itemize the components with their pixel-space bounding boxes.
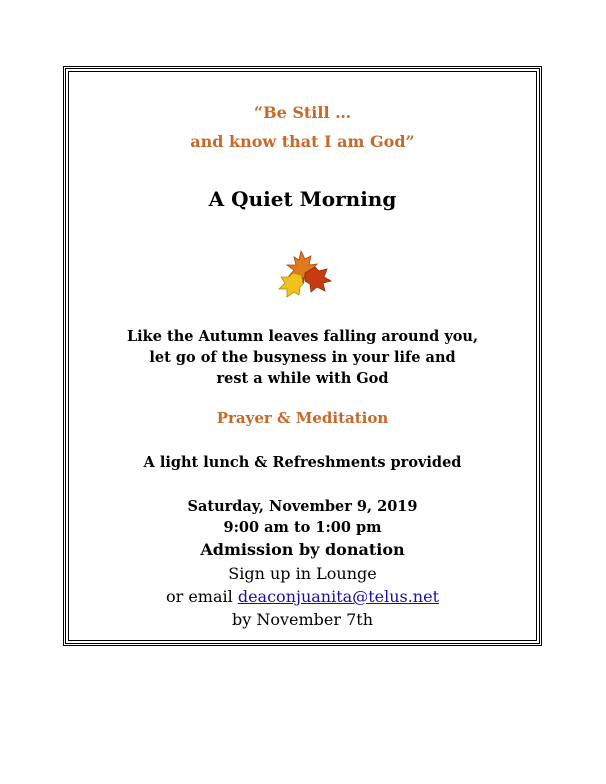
lunch-line: A light lunch & Refreshments provided [143,454,462,471]
autumn-leaves-icon [275,247,333,299]
event-time: 9:00 am to 1:00 pm [223,519,382,536]
email-line [66,587,539,606]
email-link[interactable]: deaconjuanita@telus.net [237,587,440,606]
quote-line-2: and know that I am God” [190,132,415,151]
activity-heading: Prayer & Meditation [216,409,389,427]
page-title: A Quiet Morning [208,187,397,211]
intro-line-3: rest a while with God [216,370,389,387]
event-date: Saturday, November 9, 2019 [187,498,418,515]
email-prefix: or email [165,587,238,606]
deadline-line: by November 7th [231,610,374,629]
intro-line-1: Like the Autumn leaves falling around you, [126,328,479,345]
admission-line: Admission by donation [200,540,405,559]
quote-line-1: “Be Still … [253,103,352,122]
intro-line-2: let go of the busyness in your life and [149,349,456,366]
signup-line: Sign up in Lounge [228,564,377,583]
